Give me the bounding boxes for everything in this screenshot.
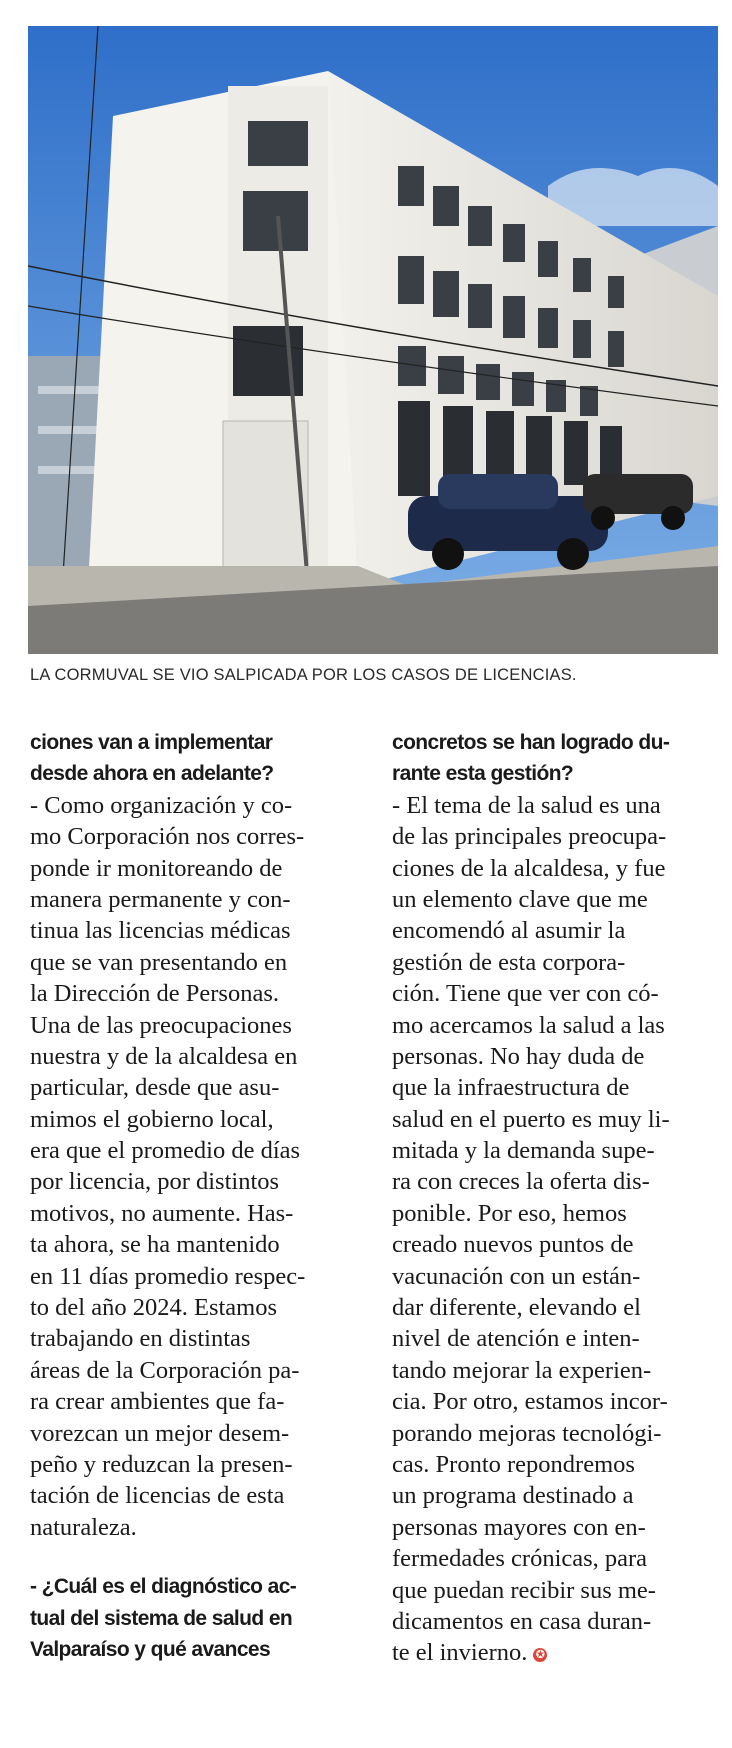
answer-line: era que el promedio de días — [30, 1137, 301, 1165]
question-line: tual del sistema de salud en — [30, 1606, 293, 1630]
answer-line: to del año 2024. Estamos — [30, 1294, 278, 1322]
answer-line: por licencia, por distintos — [30, 1168, 280, 1196]
answer-line: trabajando en distintas — [30, 1325, 251, 1353]
question-line: Valparaíso y qué avances — [30, 1637, 271, 1661]
answer-line: porando mejoras tecnológi- — [392, 1419, 662, 1447]
answer-line: que se van presentando en — [30, 948, 288, 976]
answer-line: tación de licencias de esta — [30, 1482, 285, 1510]
window — [248, 121, 308, 166]
answer-line: mimos el gobierno local, — [30, 1105, 274, 1133]
answer-line: Una de las preocupaciones — [30, 1011, 292, 1039]
answer-line: naturaleza. — [30, 1513, 137, 1541]
answer-line: manera permanente y con- — [30, 885, 291, 913]
answer-line: personas. No hay duda de — [392, 1042, 645, 1070]
answer-line: nivel de atención e inten- — [392, 1325, 640, 1353]
answer-line: mitada y la demanda supe- — [392, 1137, 655, 1165]
question-line: - ¿Cuál es el diagnóstico ac- — [30, 1575, 297, 1599]
answer-line: ta ahora, se ha mantenido — [30, 1231, 280, 1259]
answer-line: un programa destinado a — [392, 1482, 634, 1510]
answer-line: motivos, no aumente. Has- — [30, 1199, 294, 1227]
answer-line: ra con creces la oferta dis- — [392, 1168, 650, 1196]
article-column-left — [30, 727, 360, 1665]
answer-line: que puedan recibir sus me- — [392, 1576, 656, 1604]
answer-line: cas. Pronto repondremos — [392, 1450, 635, 1478]
answer-line: que la infraestructura de — [392, 1074, 630, 1102]
answer-line: peño y reduzcan la presen- — [30, 1450, 293, 1478]
answer-line: la Dirección de Personas. — [30, 980, 279, 1008]
answer-line: mo acercamos la salud a las — [392, 1011, 665, 1039]
paragraph-gap — [30, 1543, 360, 1571]
answer-line: - Como organización y co- — [30, 791, 293, 819]
answer-line: un elemento clave que me — [392, 885, 648, 913]
answer-line: áreas de la Corporación pa- — [30, 1356, 300, 1384]
answer-line: tando mejorar la experien- — [392, 1356, 652, 1384]
answer-line: en 11 días promedio respec- — [30, 1262, 306, 1290]
answer-line: gestión de esta corpora- — [392, 948, 626, 976]
building-photo — [28, 26, 718, 654]
answer-line: de las principales preocupa- — [392, 823, 667, 851]
answer-line: vorezcan un mejor desem- — [30, 1419, 290, 1447]
answer-line: - El tema de la salud es una — [392, 791, 661, 819]
question-line: concretos se han logrado du- — [392, 731, 670, 754]
answer-line: encomendó al asumir la — [392, 917, 626, 945]
answer-line: ción. Tiene que ver con có- — [392, 980, 659, 1008]
answer-line: tinua las licencias médicas — [30, 917, 291, 945]
answer-line: fermedades crónicas, para — [392, 1545, 648, 1573]
question-line: ciones van a implementar — [30, 731, 273, 754]
answer-line: vacunación con un están- — [392, 1262, 641, 1290]
answer-line: cia. Por otro, estamos incor- — [392, 1388, 668, 1416]
answer-line: ponde ir monitoreando de — [30, 854, 283, 882]
answer-line: ra crear ambientes que fa- — [30, 1388, 285, 1416]
answer-line: salud en el puerto es muy li- — [392, 1105, 670, 1133]
answer-line: ciones de la alcaldesa, y fue — [392, 854, 666, 882]
article-column-right — [392, 727, 722, 1669]
answer-line: mo Corporación nos corres- — [30, 823, 305, 851]
question-line: desde ahora en adelante? — [30, 762, 274, 786]
answer-line: te el invierno. ✪ — [392, 1637, 722, 1668]
question-line: rante esta gestión? — [392, 762, 574, 786]
answer-line: particular, desde que asu- — [30, 1074, 280, 1102]
answer-line: dicamentos en casa duran- — [392, 1607, 652, 1635]
answer-line: ponible. Por eso, hemos — [392, 1199, 627, 1227]
photo-caption: LA CORMUVAL SE VIO SALPICADA POR LOS CASOS DE LICENCIAS. — [30, 666, 577, 684]
answer-line: dar diferente, elevando el — [392, 1294, 641, 1322]
window — [243, 191, 308, 251]
answer-line: nuestra y de la alcaldesa en — [30, 1042, 298, 1070]
answer-line: creado nuevos puntos de — [392, 1231, 634, 1259]
end-of-article-icon: ✪ — [533, 1648, 547, 1662]
answer-line: personas mayores con en- — [392, 1513, 646, 1541]
